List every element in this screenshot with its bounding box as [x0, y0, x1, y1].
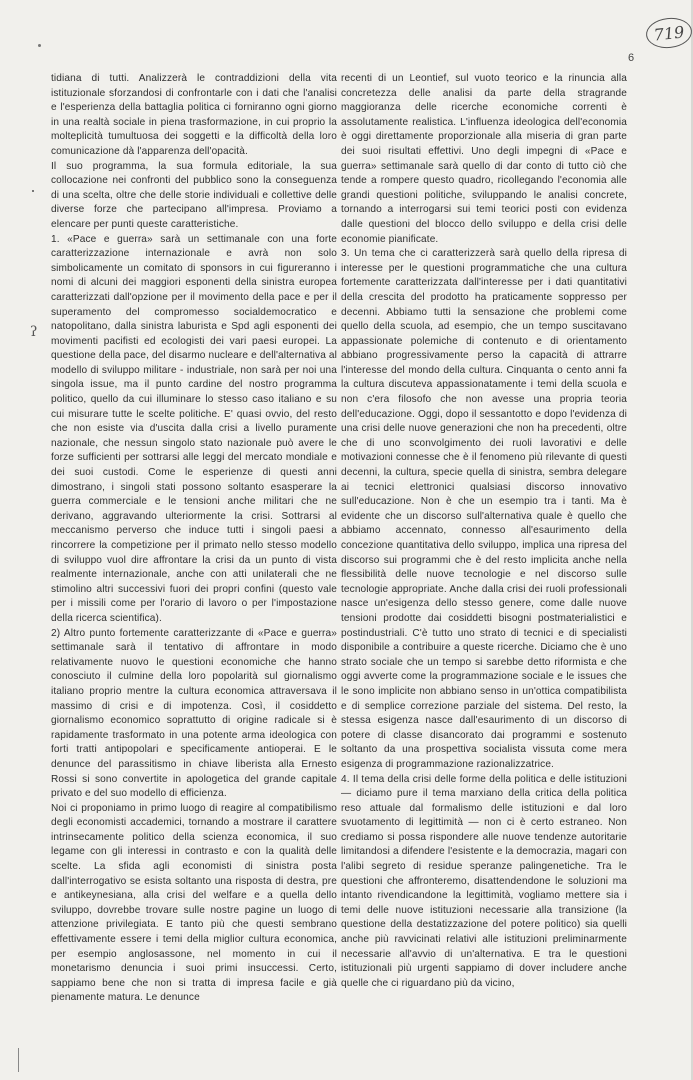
paragraph: Noi ci proponiamo in primo luogo di reagire al compatibilismo degli economisti accademici, tornando a mostrare il carattere intrinsecamente politico della scienza economica, il suo legame con gli interessi in contrasto e con la qualità delle scelte. La sfida agli economisti di sinistra posta dall'interrogativo se esista soltanto una risposta di destra, pre e antikeynesiana, alla crisi del welfare e a quella dello sviluppo, dovrebbe trovare sulle nostre pagine un luogo di attenzione privilegiata. E tanto più che questi sembrano effettivamente essere i temi della miglior cultura economica, per esempio anglosassone, nel momento in cui il monetarismo denuncia i suoi primi insuccessi. Certo, sappiamo bene che non si tratta di impresa facile e già pienamente matura. Le denunce: [51, 802, 337, 1004]
archive-stamp: 719: [645, 16, 693, 51]
margin-annotation-mark: ʔ: [30, 324, 38, 340]
paragraph: tidiana di tutti. Analizzerà le contraddizioni della vita istituzionale sforzandosi di confrontarle con i dati che l'analisi e l'esperienza della battaglia politica ci forniranno ogni giorno in una realtà sociale in piena trasformazione, in cui proprio la molteplicità tumultuosa dei soggetti e la difficoltà della loro comunicazione dà l'apparenza dell'opacità.: [51, 73, 337, 157]
scan-tick: [32, 190, 34, 192]
scan-edge-line: [18, 1048, 19, 1072]
paragraph: 3. Un tema che ci caratterizzerà sarà quello della ripresa di interesse per le questioni programmatiche che una cultura fortemente caratterizzata dall'interesse per i dati quantitativi della crescita del prodotto ha praticamente soppresso per decenni. Abbiamo tutti la sensazione che problemi come quello della scuola, ad esempio, che un tempo suscitavano appassionate polemiche di contenuto e di orientamento abbiano progressivamente perso la capacità di attrarre l'interesse del mondo della cultura. Cinquanta o cento anni fa la cultura discuteva appassionatamente i temi della scuola e non c'era filosofo che non avesse una propria teoria dell'educazione. Oggi, dopo il sessantotto e dopo l'evidenza di una crisi delle nuove generazioni che non ha precedenti, oltre che di uno sconvolgimento dei ruoli lavorativi e delle motivazioni connesse che è il fenomeno più rilevante di questi decenni, la cultura, specie quella di sinistra, sembra delegare ai tecnici elettronici qualsiasi discorso innovativo sull'educazione. Non è che un esempio tra i tanti. Ma è evidente che un discorso sull'alternativa quale è quello che abbiamo accennato, connesso all'esaurimento della concezione quantitativa dello sviluppo, implica una ripresa del discorso sui programmi che è del resto implicita anche nella flessibilità delle nuove tecnologie e nel discorso sulle tecnologie appropriate. Anche dalla crisi dei ruoli professionali nasce un'esigenza dello stesso genere, come dalle nuove tensioni prodotte dai cosiddetti bisogni postmaterialistici e postindustriali. C'è tutto uno strato di tecnici e di specialisti disponibile a contribuire a queste ricerche. Diciamo che è uno strato sociale che un tempo si sarebbe detto riformista e che oggi avverte come la programmazione sociale e le issues che le sono implicite non abbiano senso in un'ottica compatibilista e di semplice correzione parziale del sistema. Del resto, la stessa esigenza nasce dall'esaurimento di un discorso di potere di classe disancorato dai programmi e sostenuto soltanto da una prospettiva socialista vissuta come mera esigenza di programmazione razionalizzatrice.: [341, 248, 627, 770]
paragraph: Il suo programma, la sua formula editoriale, la sua collocazione nei confronti del pubblico sono la conseguenza di una scelta, oltre che delle storie individuali e collettive delle diverse forze che partecipano all'impresa. Proviamo a elencare per punti queste caratteristiche.: [51, 160, 337, 230]
page-number: 6: [628, 52, 635, 64]
paragraph: recenti di un Leontief, sul vuoto teorico e la rinuncia alla concretezza delle analisi da parte della stragrande maggioranza delle ricerche economiche correnti è assolutamente realistica. L'influenza ideologica dell'economia è oggi direttamente proporzionale alla miseria di gran parte dei suoi risultati effettivi. Uno degli impegni di «Pace e guerra» settimanale sarà quello di dar conto di tutto ciò che tende a rompere questo quadro, ricollegando l'economia alle grandi questioni politiche, sviluppando le analisi concrete, tornando a interrogarsi sui temi teorici posti con evidenza dalle questioni del blocco dello sviluppo e della crisi delle economie pianificate.: [341, 73, 627, 245]
left-column: [51, 72, 337, 1006]
scan-dot: [38, 44, 41, 47]
right-column: [341, 72, 627, 991]
paragraph: 1. «Pace e guerra» sarà un settimanale con una forte caratterizzazione internazionale e avrà non solo simbolicamente un comitato di sponsors in cui figureranno i nomi di alcuni dei maggiori esponenti della sinistra europea caratterizzati dall'opzione per il movimento della pace e per il superamento del compromesso socialdemocratico e natopolitano, dalla sinistra laburista e Spd agli esponenti dei movimenti pacifisti ed ecologisti dei vari paesi europei. La questione della pace, del disarmo nucleare e dell'alternativa al modello di sviluppo militare - industriale, non sarà per noi una singola issue, ma il punto cardine del nostro programma politico, quello da cui illuminare lo stesso caso italiano e su cui misurare tutte le scelte politiche. E' quasi ovvio, del resto che non esiste via d'uscita dalla crisi a livello puramente nazionale, che nessun singolo stato nazionale può avere le forze sufficienti per sottrarsi alle leggi del mercato mondiale e dei suoi custodi. Come le esperienze di questi anni dimostrano, i singoli stati possono soltanto esasperare la guerra commerciale e le tensioni anche militari che ne derivano, aggravando ulteriormente la crisi. Sottrarsi al meccanismo perverso che induce tutti i singoli paesi a rincorrere la competizione per il primato nello stesso modello di sviluppo vuol dire affrontare la crisi da un punto di vista realmente internazionale, anche con atti unilaterali che ne stimolino altri successivi fuori dei propri confini (questo vale per i missili come per l'orario di lavoro o per l'impostazione della ricerca scientifica).: [51, 233, 337, 624]
paragraph: 2) Altro punto fortemente caratterizzante di «Pace e guerra» settimanale sarà il tentativo di affrontare in modo relativamente nuovo le questioni economiche che hanno conosciuto il culmine della loro popolarità sul giornalismo italiano proprio mentre la cultura economica attraversava il massimo di crisi e di impotenza. Così, il cosiddetto giornalismo economico soprattutto di origine radicale si è rapidamente trasformato in una potente arma ideologica con forti tratti antipopolari e specificamente antioperai. E le denunce del parassitismo in chiave liberista alla Ernesto Rossi si sono convertite in apologetica del grande capitale privato e del suo modello di efficienza.: [51, 627, 337, 800]
paragraph: 4. Il tema della crisi delle forme della politica e delle istituzioni — diciamo pure il tema marxiano della critica della politica reso attuale dal formalismo delle istituzioni e dal loro svuotamento di legittimità — non ci è certo estraneo. Non crediamo si possa rispondere alle nuove tendenze autoritarie limitandosi a difendere l'esistente e la democrazia, magari con l'alibi segreto di residue speranze palingenetiche. Tra le questioni che affronteremo, disattendendone le soluzioni ma intanto rivendicandone la legittimità, vogliamo mettere sia i temi delle nuove istituzioni necessarie alla transizione (la questione della destatizzazione del potere politico) sia quelli anche più ravvicinati relativi alle istituzioni preliminarmente necessarie all'avvio di un'alternativa. E tra le questioni istituzionali più urgenti sappiamo di dover includere anche quelle che ci riguardano più da vicino,: [341, 773, 627, 989]
